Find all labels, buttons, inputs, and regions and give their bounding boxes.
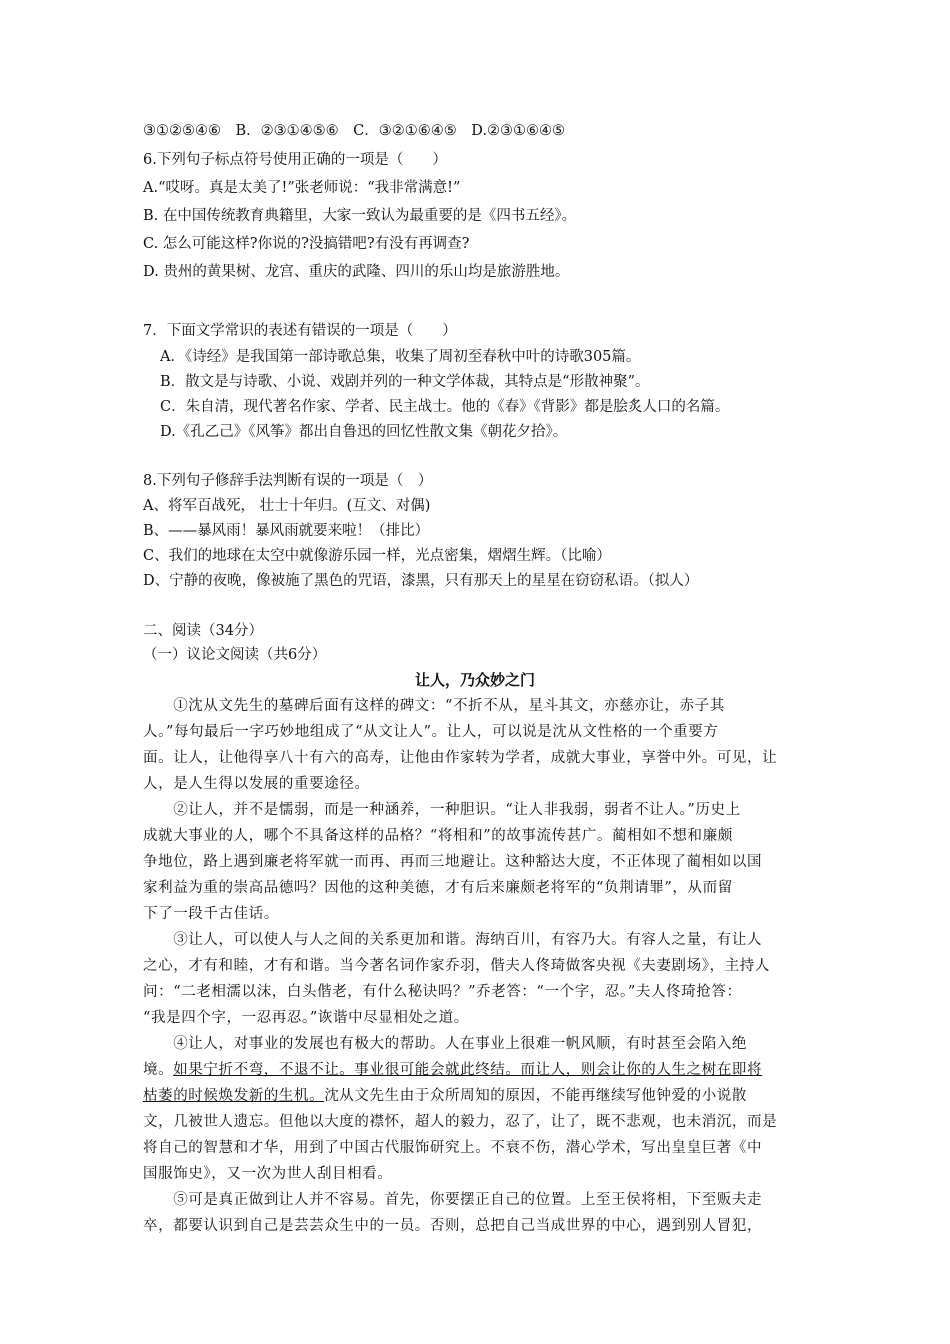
q6-option-d: D. 贵州的黄果树、龙宫、重庆的武隆、四川的乐山均是旅游胜地。 — [143, 264, 570, 280]
q6-option-c: C. 怎么可能这样?你说的?没搞错吧?有没有再调查? — [143, 236, 470, 252]
essay-line: 下了一段千古佳话。 — [143, 906, 279, 922]
essay-line: 卒，都要认识到自己是芸芸众生中的一员。否则，总把自己当成世界的中心，遇到别人冒犯， — [143, 1218, 763, 1234]
q8-option-b: B、——暴风雨！暴风雨就要来啦！（排比） — [143, 523, 430, 539]
q7-stem: 7．下面文学常识的表述有错误的一项是（ ） — [143, 323, 457, 339]
essay-line: ⑤可是真正做到让人并不容易。首先，你要摆正自己的位置。上至王侯将相，下至贩夫走 — [143, 1192, 763, 1208]
q7-option-a: A．《诗经》是我国第一部诗歌总集，收集了周初至春秋中叶的诗歌305篇。 — [160, 349, 641, 365]
essay-line: 将自己的智慧和才华，用到了中国古代服饰研究上。不衰不伤，潜心学术，写出皇皇巨著《中 — [143, 1140, 763, 1156]
q5-options: ③①②⑤④⑥ B．②③①④⑤⑥ C．③②①⑥④⑤ D.②③①⑥④⑤ — [143, 123, 565, 139]
essay-line: 争地位，路上遇到廉老将军就一而再、再而三地避让。这种豁达大度，不正体现了蔺相如以国 — [143, 854, 763, 870]
essay-line: ③让人，可以使人与人之间的关系更加和谐。海纳百川，有容乃大。有容人之量，有让人 — [143, 932, 763, 948]
essay-line: 国服饰史》，又一次为世人刮目相看。 — [143, 1166, 393, 1182]
essay-line: 文，几被世人遗忘。但他以大度的襟怀，超人的毅力，忍了，让了，既不悲观，也未消沉，而是 — [143, 1114, 778, 1130]
essay-line: 家利益为重的崇高品德吗？因他的这种美德，才有后来廉颇老将军的“负荆请罪”，从而留 — [143, 880, 733, 896]
essay-title: 让人，乃众妙之门 — [414, 671, 535, 689]
q6-option-a: A.“哎呀。真是太美了!”张老师说：“我非常满意!” — [143, 180, 461, 196]
q7-option-b: B．散文是与诗歌、小说、戏剧并列的一种文学体裁，其特点是“形散神聚”。 — [160, 374, 650, 390]
q8-stem: 8.下列句子修辞手法判断有误的一项是（ ） — [143, 473, 433, 489]
essay-line: ①沈从文先生的墓碑后面有这样的碑文：“不折不从，星斗其文，亦慈亦让，赤子其 — [143, 698, 725, 714]
essay-line: ②让人，并不是懦弱，而是一种涵养，一种胆识。“让人非我弱，弱者不让人。”历史上 — [143, 802, 741, 818]
q8-option-a: A、将军百战死， 壮士十年归。(互文、对偶) — [143, 498, 431, 514]
q8-option-c: C、我们的地球在太空中就像游乐园一样，光点密集，熠熠生辉。（比喻） — [143, 548, 611, 564]
essay-line: “我是四个字，一忍再忍。”诙谐中尽显相处之道。 — [143, 1010, 469, 1026]
underlined-sentence: 枯萎的时候焕发新的生机。 — [143, 1088, 325, 1104]
section-subheading: （一）议论文阅读（共6分） — [143, 647, 327, 663]
underlined-sentence: 如果宁折不弯，不退不让。事业很可能会就此终结。而让人，则会让你的人生之树在即将 — [173, 1062, 763, 1078]
essay-line: 之心，才有和睦，才有和谐。当今著名词作家乔羽，偕夫人佟琦做客央视《夫妻剧场》，主持人 — [143, 958, 770, 974]
q8-option-d: D、宁静的夜晚，像被施了黑色的咒语，漆黑，只有那天上的星星在窃窃私语。（拟人） — [143, 573, 699, 589]
essay-line: 面。让人，让他得享八十有六的高寿，让他由作家转为学者，成就大事业，享誉中外。可见，让 — [143, 750, 778, 766]
q7-option-d: D.《孔乙己》《风筝》都出自鲁迅的回忆性散文集《朝花夕拾》。 — [160, 424, 568, 440]
q6-option-b: B. 在中国传统教育典籍里，大家一致认为最重要的是《四书五经》。 — [143, 208, 577, 224]
essay-line: 人。”每句最后一字巧妙地组成了“从文让人”。让人，可以说是沈从文性格的一个重要方 — [143, 724, 719, 740]
essay-line: 人，是人生得以发展的重要途径。 — [143, 776, 370, 792]
essay-text: 沈从文先生由于众所周知的原因，不能再继续写他钟爱的小说散 — [324, 1088, 748, 1104]
essay-line — [143, 1060, 762, 1080]
essay-line: ④让人，对事业的发展也有极大的帮助。人在事业上很难一帆风顺，有时甚至会陷入绝 — [143, 1036, 747, 1052]
essay-text: 境。 — [143, 1062, 174, 1078]
q6-stem: 6.下列句子标点符号使用正确的一项是（ ） — [143, 152, 447, 168]
q7-option-c: C．朱自清，现代著名作家、学者、民主战士。他的《春》《背影》都是脍炙人口的名篇。 — [160, 399, 730, 415]
essay-line: 问：“二老相濡以沫，白头偕老，有什么秘诀吗？”乔老答：“一个字，忍。”夫人佟琦抢答： — [143, 984, 742, 1000]
essay-line — [143, 1086, 747, 1106]
essay-line: 成就大事业的人，哪个不具备这样的品格？“将相和”的故事流传甚广。蔺相如不想和廉颇 — [143, 828, 733, 844]
section-heading: 二、阅读（34分） — [143, 623, 263, 639]
